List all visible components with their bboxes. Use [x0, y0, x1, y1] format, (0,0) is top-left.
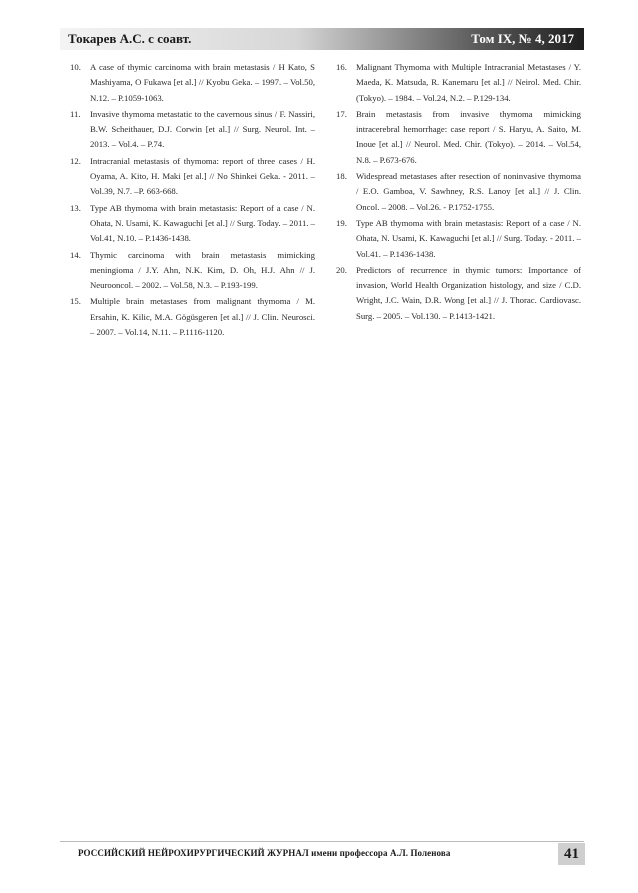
reference-item — [70, 107, 315, 153]
reference-text: Type AB thymoma with brain metastasis: Report of a case / N. Ohata, N. Usami, K. Kawaguchi [et al.] // Surg. Today. - 2011. – Vol.41. – P.1436-1438. — [356, 217, 581, 259]
reference-number: 12. — [70, 155, 81, 166]
reference-item — [336, 169, 581, 215]
page-number: 41 — [558, 843, 585, 865]
reference-number: 18. — [336, 171, 347, 182]
reference-text: Brain metastasis from invasive thymoma mimicking intracerebral hemorrhage: case report / S. Haryu, A. Saito, M. Inoue [et al.] // Neurol. Med. Chir. (Tokyo). – 2014. – Vol.54, N.8. – P.673-676. — [356, 108, 581, 165]
header-authors: Токарев А.С. с соавт. — [68, 31, 192, 46]
reference-number: 20. — [336, 264, 347, 275]
reference-item — [336, 216, 581, 262]
running-header — [60, 28, 584, 50]
reference-text: Widespread metastases after resection of noninvasive thymoma / E.O. Gamboa, V. Sawhney, R.S. Lanoy [et al.] // J. Clin. Oncol. – 2008. – Vol.26. - P.1752-1755. — [356, 171, 581, 212]
reference-number: 10. — [70, 62, 81, 72]
reference-text: Invasive thymoma metastatic to the cavernous sinus / F. Nassiri, B.W. Scheithauer, D.J. Corwin [et al.] // Surg. Neurol. Int. – 2013. – Vol.4. – P.74. — [90, 108, 315, 150]
reference-item — [70, 294, 315, 340]
reference-text: Malignant Thymoma with Multiple Intracranial Metastases / Y. Maeda, K. Matsuda, R. Kanemaru [et al.] // Neirol. Med. Chir. (Tokyo). – 1984. – Vol.24, N.2. – P.129-134. — [356, 62, 581, 103]
reference-text: Thymic carcinoma with brain metastasis mimicking meningioma / J.Y. Ahn, N.K. Kim, D. Oh, H.J. Ahn // J. Neurooncol. – 2002. – Vol.58, N.3. – P.193-199. — [90, 249, 315, 291]
reference-item — [70, 154, 315, 200]
header-volume: Том IX, № 4, 2017 — [471, 31, 574, 46]
reference-text: A case of thymic carcinoma with brain metastasis / H Kato, S Mashiyama, O Fukawa [et al.] // Kyobu Geka. – 1997. – Vol.50, N.12. – P.1059-1063. — [90, 62, 315, 103]
references-column-right — [336, 60, 581, 325]
reference-text: Type AB thymoma with brain metastasis: Report of a case / N. Ohata, N. Usami, K. Kawaguchi [et al.] // Surg. Today. – 2011. – Vol.41, N.10. – P.1436-1438. — [90, 202, 315, 244]
references-column-left — [70, 60, 315, 341]
reference-number: 19. — [336, 217, 347, 228]
reference-number: 14. — [70, 249, 81, 260]
reference-item — [336, 60, 581, 106]
reference-text: Intracranial metastasis of thymoma: report of three cases / H. Oyama, A. Kito, H. Maki [et al.] // No Shinkei Geka. - 2011. – Vol.39, N.7. –P. 663-668. — [90, 155, 315, 197]
reference-item — [336, 263, 581, 324]
reference-item — [70, 60, 315, 106]
reference-item — [336, 107, 581, 168]
reference-number: 11. — [70, 108, 81, 119]
reference-number: 15. — [70, 296, 81, 307]
reference-number: 16. — [336, 62, 347, 72]
reference-text: Predictors of recurrence in thymic tumors: Importance of invasion, World Health Organization histology, and size / C.D. Wright, J.C. Wain, D.R. Wong [et al.] // J. Thorac. Cardiovasc. Surg. – 2005. – Vol.130. – P.1413-1421. — [356, 264, 581, 321]
reference-item — [70, 201, 315, 247]
reference-number: 13. — [70, 202, 81, 213]
footer-divider — [60, 841, 584, 842]
reference-item — [70, 248, 315, 294]
reference-number: 17. — [336, 108, 347, 119]
reference-text: Multiple brain metastases from malignant thymoma / M. Ersahin, K. Kilic, M.A. Gögüsgeren [et al.] // J. Clin. Neurosci. – 2007. – Vol.14, N.11. – P.1116-1120. — [90, 296, 315, 338]
footer-journal-title: РОССИЙСКИЙ НЕЙРОХИРУРГИЧЕСКИЙ ЖУРНАЛ имени профессора А.Л. Поленова — [78, 848, 451, 858]
